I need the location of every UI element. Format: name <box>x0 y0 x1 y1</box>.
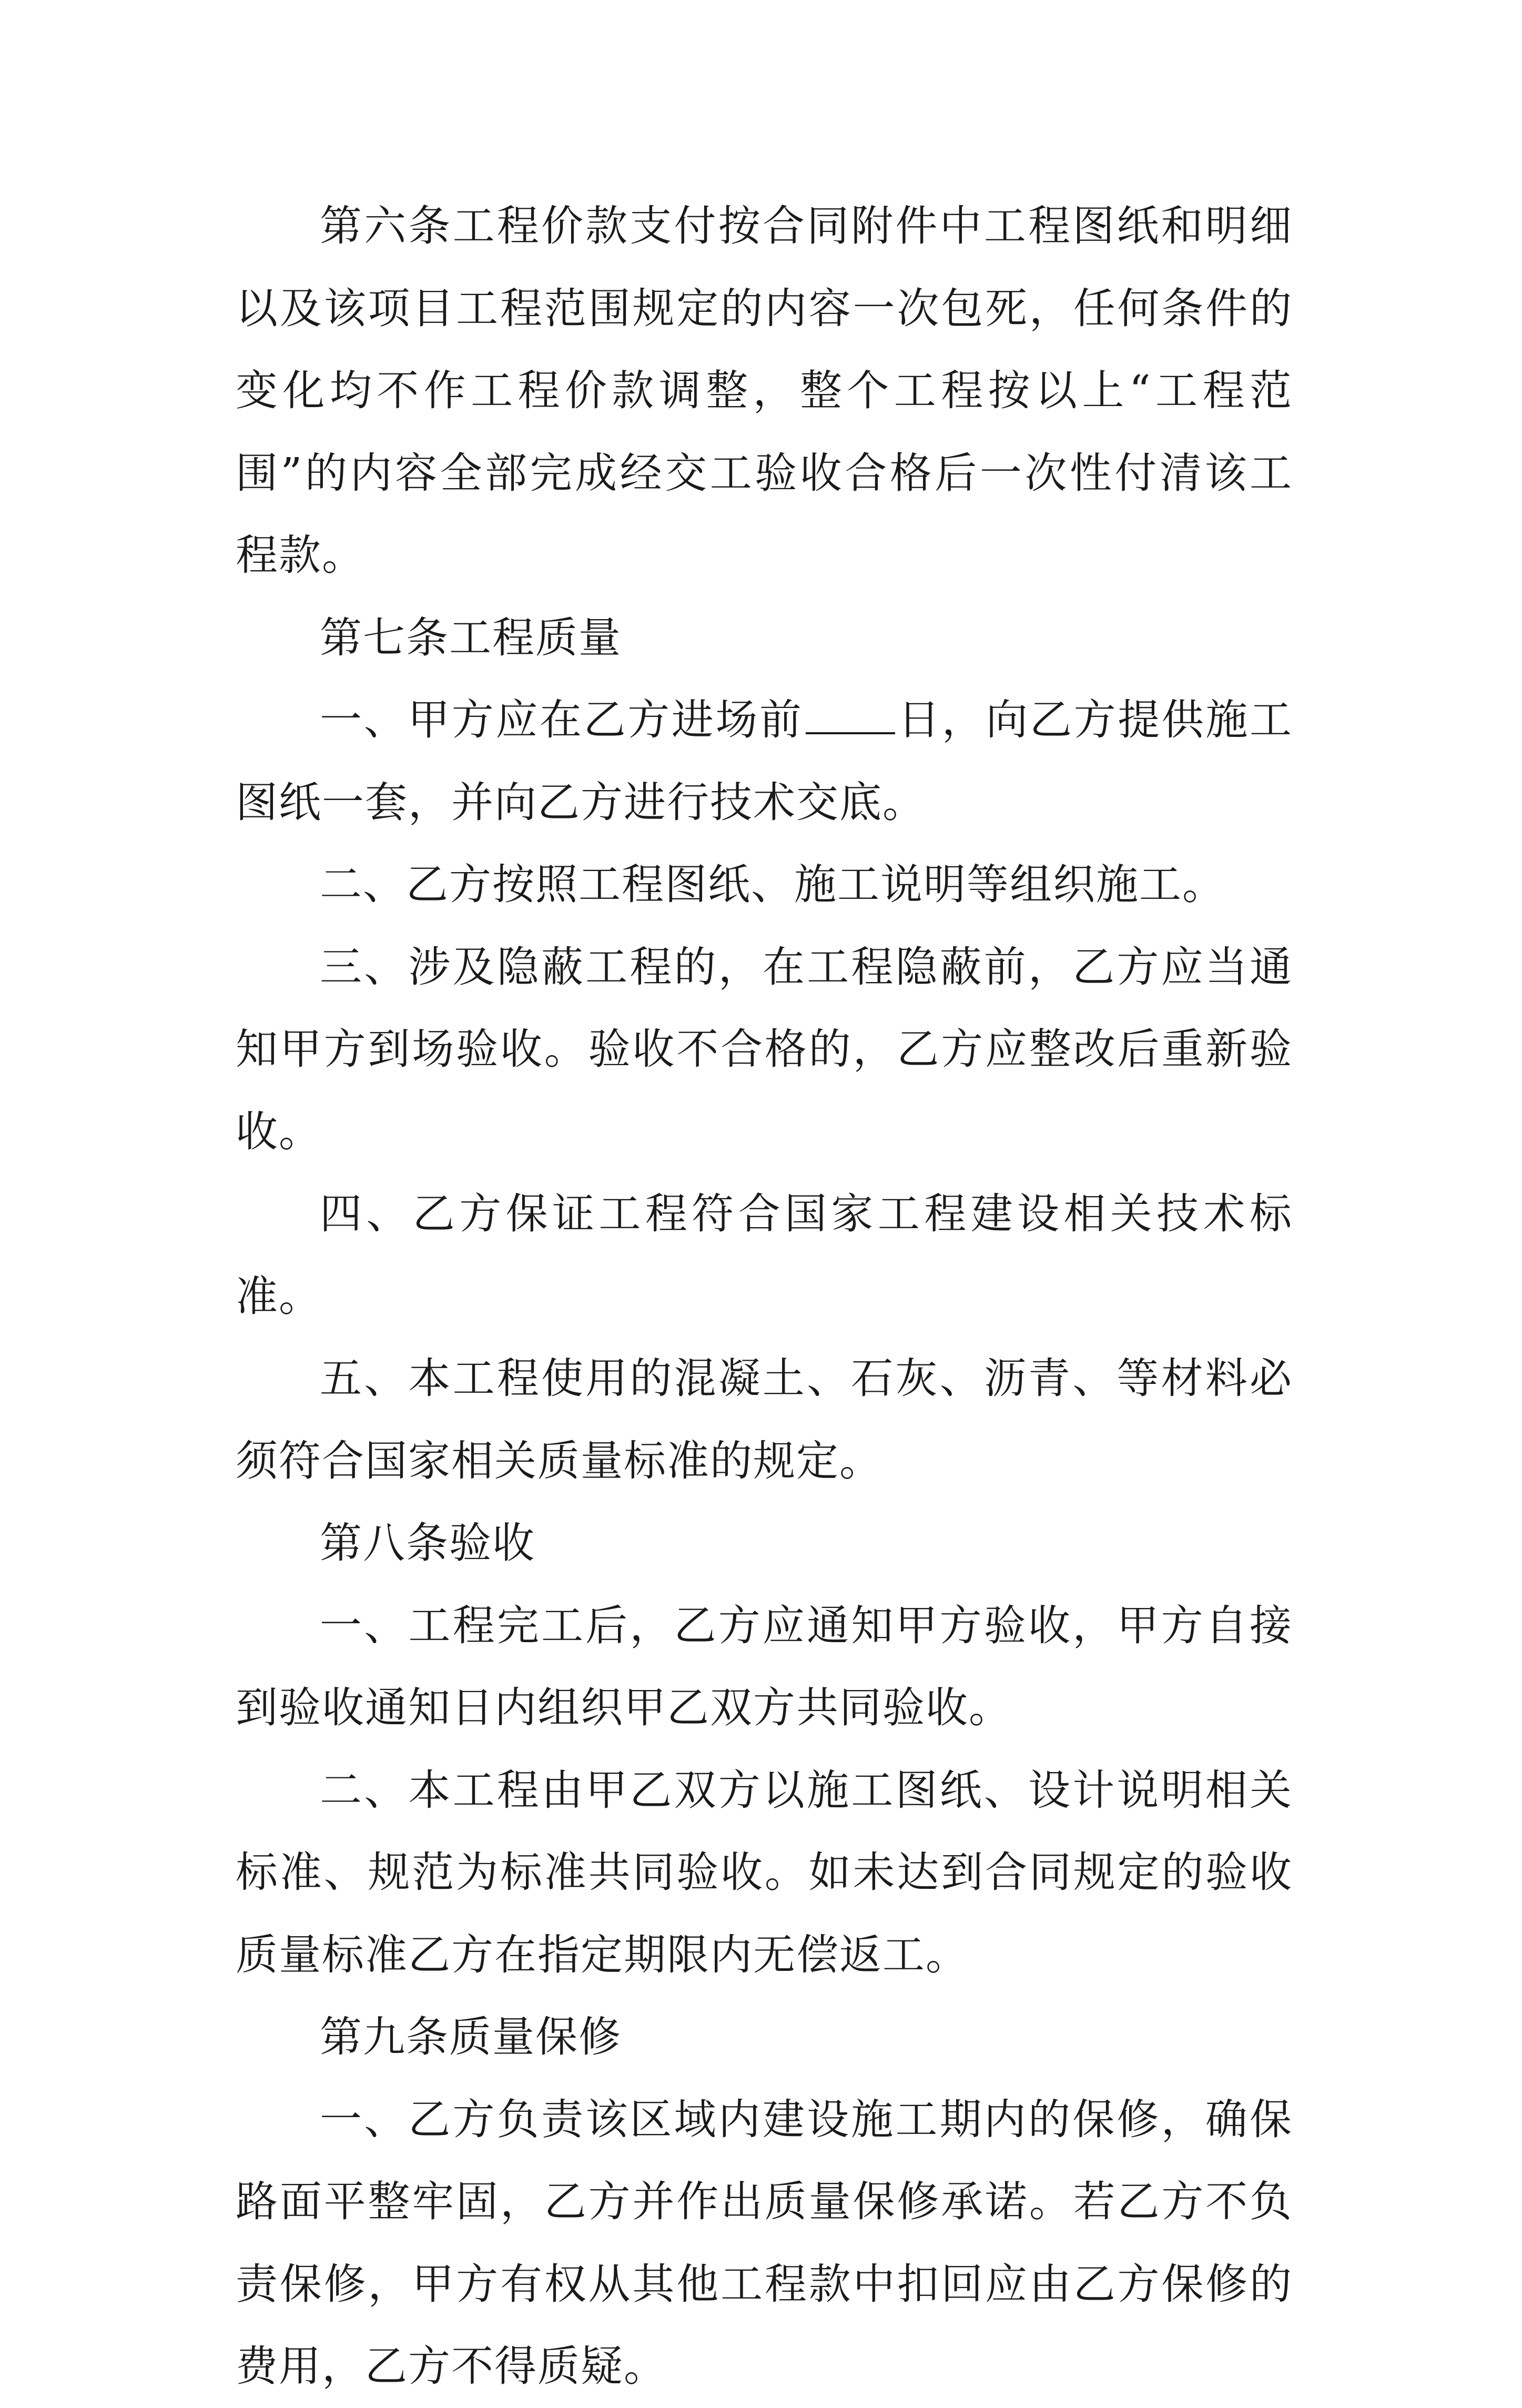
article-8-item-1: 一、工程完工后，乙方应通知甲方验收，甲方自接到验收通知日内组织甲乙双方共同验收。 <box>236 1601 1293 1732</box>
article-8-heading: 第八条验收 <box>320 1519 535 1567</box>
article-7-item-1-end: 日，向乙方提供施工图纸一套，并向乙方进行技术交底。 <box>236 695 1293 827</box>
article-7-item-4: 四、乙方保证工程符合国家工程建设相关技术标准。 <box>236 1189 1293 1321</box>
fill-in-blank-days <box>806 695 895 734</box>
article-7-item-5: 五、本工程使用的混凝土、石灰、沥青、等材料必须符合国家相关质量标准的规定。 <box>236 1354 1293 1485</box>
article-7-item-1 <box>236 679 1293 844</box>
article-7-item-2: 二、乙方按照工程图纸、施工说明等组织施工。 <box>320 860 1225 909</box>
document-body <box>236 185 1293 2408</box>
article-8-item-2: 二、本工程由甲乙双方以施工图纸、设计说明相关标准、规范为标准共同验收。如未达到合同规定的验收质量标准乙方在指定期限内无偿返工。 <box>236 1765 1293 1979</box>
article-7-item-3: 三、涉及隐蔽工程的，在工程隐蔽前，乙方应当通知甲方到场验收。验收不合格的，乙方应整改后重新验收。 <box>236 942 1293 1156</box>
article-9-heading: 第九条质量保修 <box>320 2012 622 2061</box>
article-6-paragraph: 第六条工程价款支付按合同附件中工程图纸和明细以及该项目工程范围规定的内容一次包死，任何条件的变化均不作工程价款调整，整个工程按以上“工程范围”的内容全部完成经交工验收合格后一次性付清该工程款。 <box>236 201 1293 580</box>
article-7-item-1-start: 一、甲方应在乙方进场前 <box>320 695 804 744</box>
article-7-heading: 第七条工程质量 <box>320 613 622 662</box>
article-9-item-1: 一、乙方负责该区域内建设施工期内的保修，确保路面平整牢固，乙方并作出质量保修承诺。若乙方不负责保修，甲方有权从其他工程款中扣回应由乙方保修的费用，乙方不得质疑。 <box>236 2095 1293 2391</box>
